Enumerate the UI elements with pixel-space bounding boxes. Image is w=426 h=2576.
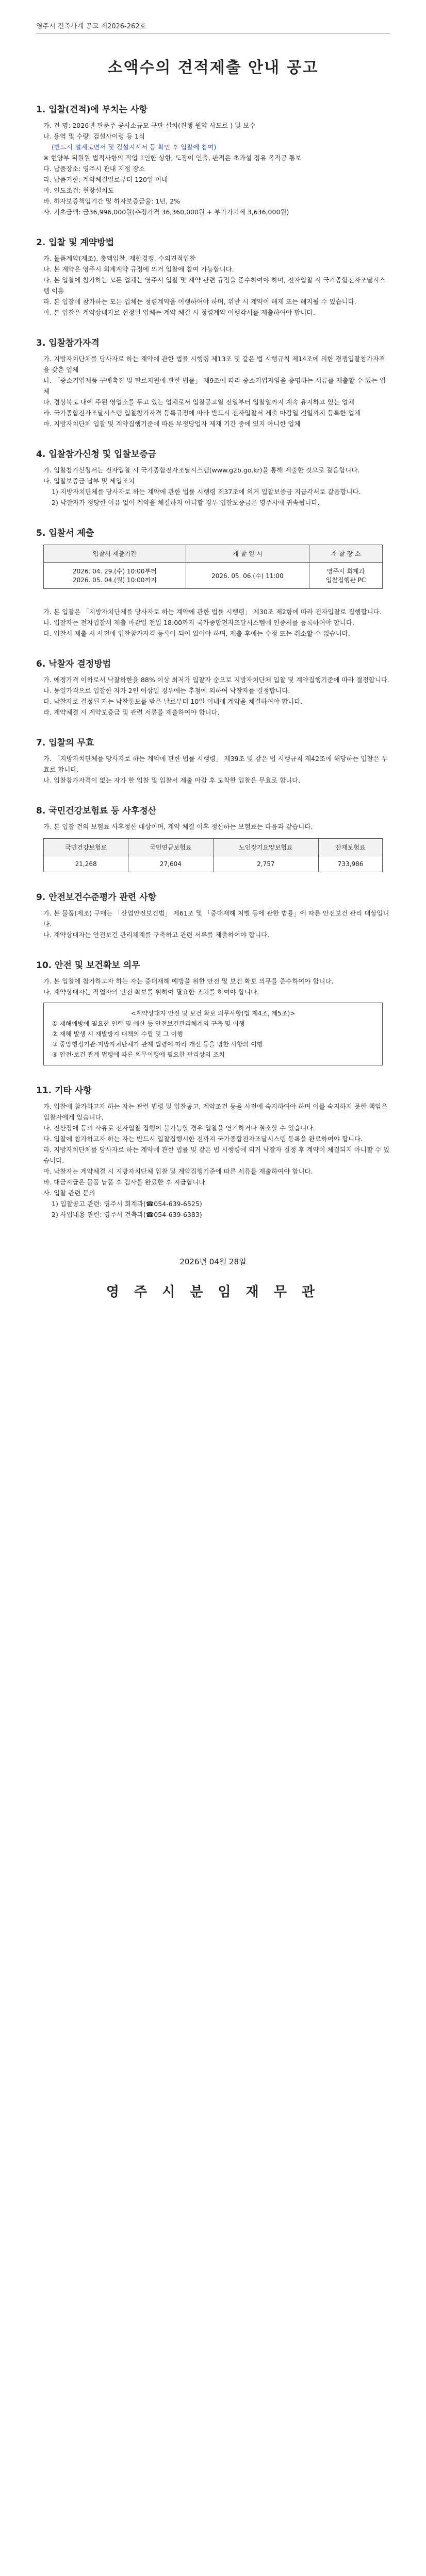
insurance-cell: 733,986 <box>319 856 383 872</box>
section-line: 가. 본 입찰 건의 보험료 사후정산 대상이며, 계약 체결 이후 정산하는 보험료는 다음과 같습니다. <box>43 823 313 831</box>
notice-date: 2026년 04월 28일 <box>179 1257 247 1266</box>
insurance-header: 국민건강보험료 <box>44 839 128 856</box>
section-line: 나. 입찰보증금 납부 및 세입조치 <box>43 477 135 485</box>
section-line: ※ 현양부 위원원 법적사항의 작업 1인한 상항, 도장이 인출, 판적은 초과설 정유 목적공 통보 <box>43 154 302 162</box>
box-line: ④ 안전·보건 관계 법령에 따른 의무이행에 필요한 관리상의 조치 <box>52 1051 225 1058</box>
section-line: 라. 지방자치단체를 당사자로 하는 계약에 관한 법률 및 같은 법 시행령에 의거 낙찰자 결정 후 계약이 체결되지 아니할 수 있습니다. <box>43 1146 390 1164</box>
section-title: 8. 국민건강보험료 등 사후정산 <box>36 806 157 816</box>
schedule-cell: 영주시 회계과 입찰집행관 PC <box>309 563 383 589</box>
section-line: 나. 동일가격으로 입찰한 자가 2인 이상일 경우에는 추첨에 의하여 낙찰자를 결정합니다. <box>43 687 290 694</box>
safety-obligation-box <box>43 1003 383 1065</box>
section-title: 3. 입찰참가자격 <box>36 338 100 348</box>
section-line: 가. 본 물품(제조) 구매는 「산업안전보건법」 제61조 및 「중대재해 처벌 등에 관한 법률」에 따른 안전보건 관리 대상입니다. <box>43 909 389 928</box>
section <box>36 656 390 718</box>
schedule-cell: 2026. 04. 29.(수) 10:00부터 2026. 05. 04.(월) 10:00까지 <box>44 563 186 589</box>
section-line: 나. 본 계약은 영주시 회계계약 규정에 의거 입찰에 참여 가능합니다. <box>43 265 234 273</box>
section-line: 다. 납품장소: 영주시 관내 지정 장소 <box>43 165 145 173</box>
notice-title: 소액수의 견적제출 안내 공고 <box>107 59 319 77</box>
section-line: 사. 입찰 관련 문의 <box>43 1189 95 1197</box>
section <box>36 890 390 940</box>
insurance-header: 산재보험료 <box>319 839 383 856</box>
section <box>36 235 390 318</box>
section-line: 나. 계약상대자는 안전보건 관리체계를 구축하고 관련 서류를 제출하여야 합니다. <box>43 931 270 939</box>
section-title: 9. 안전보건수준평가 관련 사항 <box>36 892 157 903</box>
section-line: 마. 본 입찰은 계약상대자로 선정된 업체는 계약 체결 시 청렴계약 이행각서를 제출하여야 합니다. <box>43 309 315 316</box>
schedule-cell: 2026. 05. 06.(수) 11:00 <box>186 563 309 589</box>
section-line: 나. 전산장애 등의 사유로 전자입찰 집행이 불가능할 경우 입찰을 연기하거나 취소할 수 있습니다. <box>43 1124 315 1132</box>
section-title: 11. 기타 사항 <box>36 1086 92 1096</box>
section <box>36 335 390 429</box>
insurance-header: 국민연금보험료 <box>128 839 213 856</box>
sections-block <box>36 102 390 538</box>
section <box>36 958 390 997</box>
box-line: ③ 중앙행정기관·지방자치단체가 관계 법령에 따라 개선 등을 명한 사항의 이행 <box>52 1041 263 1048</box>
section-title: 1. 입찰(견적)에 부치는 사항 <box>36 105 148 115</box>
insurance-cell: 21,268 <box>44 856 128 872</box>
section-line: 가. 입찰에 참가하고자 하는 자는 관련 법령 및 입찰공고, 계약조건 등을 사전에 숙지하여야 하며 이를 숙지하지 못한 책임은 입찰자에게 있습니다. <box>43 1103 388 1121</box>
section-line: 마. 낙찰자는 계약체결 시 지방자치단체 입찰 및 계약집행기준에 따른 서류를 제출하여야 합니다. <box>43 1167 313 1175</box>
section-title: 5. 입찰서 제출 <box>36 528 94 538</box>
insurance-cell: 2,757 <box>213 856 319 872</box>
section-line: 라. 납품기한: 계약체결일로부터 120일 이내 <box>43 176 168 183</box>
section <box>36 102 390 217</box>
section-line: 가. 「지방자치단체를 당사자로 하는 계약에 관한 법률 시행령」 제39조 및 같은 법 시행규칙 제42조에 해당하는 입찰은 무효로 합니다. <box>43 755 388 773</box>
section <box>36 735 390 786</box>
section-line: 마. 지방자치단체 입찰 및 계약집행기준에 따른 부정당업자 제재 기간 중에 있지 아니한 업체 <box>43 420 301 428</box>
section-line: 바. 하자보증책임기간 및 하자보증금율: 1년, 2% <box>43 197 181 205</box>
section-line: 라. 계약체결 시 계약보증금 및 관련 서류를 제출하여야 합니다. <box>43 708 220 716</box>
section-line: 다. 낙찰자로 결정된 자는 낙찰통보를 받은 날로부터 10일 이내에 계약을 체결하여야 합니다. <box>43 698 303 705</box>
schedule-header: 입찰서 제출기간 <box>44 545 186 563</box>
section-line: 다. 입찰서 제출 시 사전에 입찰참가자격 등록이 되어 있어야 하며, 제출 후에는 수정 또는 취소할 수 없습니다. <box>43 630 350 637</box>
section-line: 사. 기초금액: 금36,996,000원(추정가격 36,360,000원 + 부가가치세 3,636,000원) <box>43 208 289 216</box>
section-line: 바. 대금지급은 물품 납품 후 검사를 완료한 후 지급합니다. <box>43 1178 207 1186</box>
section-line: 마. 인도조건: 현장설치도 <box>43 187 114 194</box>
contact-line: 1) 입찰공고 관련: 영주시 회계과(☎054-639-6525) <box>52 1200 202 1208</box>
section-line: 나. 입찰자는 전자입찰서 제출 마감일 전일 18:00까지 국가종합전자조달시스템에 인증서를 등록하여야 합니다. <box>43 619 354 626</box>
section-line: 라. 국가종합전자조달시스템 입찰참가자격 등록규정에 따라 반드시 전자입찰서 제출 마감일 전일까지 등록한 업체 <box>43 409 361 417</box>
section-line: 가. 지방자치단체를 당사자로 하는 계약에 관한 법률 시행령 제13조 및 같은 법 시행규칙 제14조에 의한 경쟁입찰참가자격을 갖춘 업체 <box>43 355 385 374</box>
section <box>36 447 390 508</box>
section-title: 2. 입찰 및 계약방법 <box>36 238 114 248</box>
contact-line: 2) 사업내용 관련: 영주시 건축과(☎054-639-6383) <box>52 1211 202 1218</box>
section-line: 라. 본 입찰에 참가하는 모든 업체는 청렴계약을 이행하여야 하며, 위반 시 계약이 해제 또는 해지될 수 있습니다. <box>43 298 356 306</box>
notice-number: 영주시 건축사계 공고 제2026-262호 <box>36 21 390 34</box>
section-line: (반드시 설계도면서 및 검설지시서 등 확인 후 입찰에 참여) <box>52 143 217 151</box>
section <box>36 1083 390 1198</box>
section-line: 가. 예정가격 이하로서 낙찰하한율 88% 이상 최저가 입찰자 순으로 지방자치단체 입찰 및 계약집행기준에 따라 결정합니다. <box>43 676 389 684</box>
issuing-agency: 영 주 시 분 임 재 무 관 <box>106 1284 320 1300</box>
sections-block-2 <box>36 606 390 832</box>
sections-block-3 <box>36 890 390 997</box>
insurance-header: 노인장기요양보험료 <box>213 839 319 856</box>
box-line: ② 재해 발생 시 재발방지 대책의 수립 및 그 이행 <box>52 1030 183 1038</box>
section-title: 6. 낙찰자 결정방법 <box>36 659 111 669</box>
section-line: 나. 계약상대자는 작업자의 안전 확보를 위하여 필요한 조치를 하여야 합니다. <box>43 988 259 996</box>
section-line: 가. 물품계약(제조), 총액입찰, 제한경쟁, 수의견적입찰 <box>43 255 196 262</box>
box-line: <계약상대자 안전 및 보건 확보 의무사항(법 제4조, 제5조)> <box>130 1010 296 1017</box>
box-line: ① 재해예방에 필요한 인력 및 예산 등 안전보건관리체계의 구축 및 이행 <box>52 1020 245 1027</box>
section-line: 다. 본 입찰에 참가하는 모든 업체는 영주시 입찰 및 계약 관련 규정을 준수하여야 하며, 전자입찰 시 국가종합전자조달시스템 이용 <box>43 276 386 295</box>
sections-block-4 <box>36 1083 390 1198</box>
section-line: 2) 낙찰자가 정당한 이유 없이 계약을 체결하지 아니할 경우 입찰보증금은 영주시에 귀속됩니다. <box>52 499 320 506</box>
section <box>36 526 390 538</box>
section <box>36 606 390 639</box>
section-line: 가. 입찰참가신청서는 전자입찰 시 국가종합전자조달시스템(www.g2b.go.kr)을 통해 제출한 것으로 갈음합니다. <box>43 466 360 474</box>
insurance-cell: 27,604 <box>128 856 213 872</box>
section-line: 나. 「중소기업제품 구매촉진 및 판로지원에 관한 법률」 제9조에 따라 중소기업자임을 증명하는 서류를 제출할 수 있는 업체 <box>43 377 386 395</box>
section-line: 나. 용역 및 수량: 검설사이령 등 1식 <box>43 132 145 140</box>
section-line: 다. 입찰에 참가하고자 하는 자는 반드시 입찰집행시한 전까지 국가종합전자조달시스템 등록을 완료하여야 합니다. <box>43 1135 363 1143</box>
section-title: 7. 입찰의 무효 <box>36 738 94 748</box>
section-line: 가. 본 입찰은 「지방자치단체를 당사자로 하는 계약에 관한 법률 시행령」 제30조 제2항에 따라 전자입찰로 집행합니다. <box>43 608 382 616</box>
section-title: 10. 안전 및 보건확보 의무 <box>36 960 140 971</box>
schedule-table <box>43 545 383 589</box>
schedule-header: 개 찰 일 시 <box>186 545 309 563</box>
schedule-header: 개 찰 장 소 <box>309 545 383 563</box>
section-line: 다. 경상북도 내에 주된 영업소를 두고 있는 업체로서 입찰공고일 전일부터 입찰일까지 계속 유지하고 있는 업체 <box>43 398 354 406</box>
section-line: 가. 건 명: 2026년 판문주 공사소규모 구판 설치(진행 원약 사도로 ) 및 보수 <box>43 122 256 129</box>
section-line: 1) 지방자치단체를 당사자로 하는 계약에 관한 법률 시행령 제37조에 의거 입찰보증금 지급각서로 갈음합니다. <box>52 488 361 496</box>
section-title: 4. 입찰참가신청 및 입찰보증금 <box>36 449 157 460</box>
section-line: 나. 입찰참가자격이 없는 자가 한 입찰 및 입찰서 제출 마감 후 도착한 입찰은 무효로 합니다. <box>43 776 301 784</box>
insurance-table <box>43 838 383 872</box>
section-line: 가. 본 입찰에 참가하고자 하는 자는 중대재해 예방을 위한 안전 및 보건 확보 의무를 준수하여야 합니다. <box>43 977 334 985</box>
section <box>36 803 390 832</box>
